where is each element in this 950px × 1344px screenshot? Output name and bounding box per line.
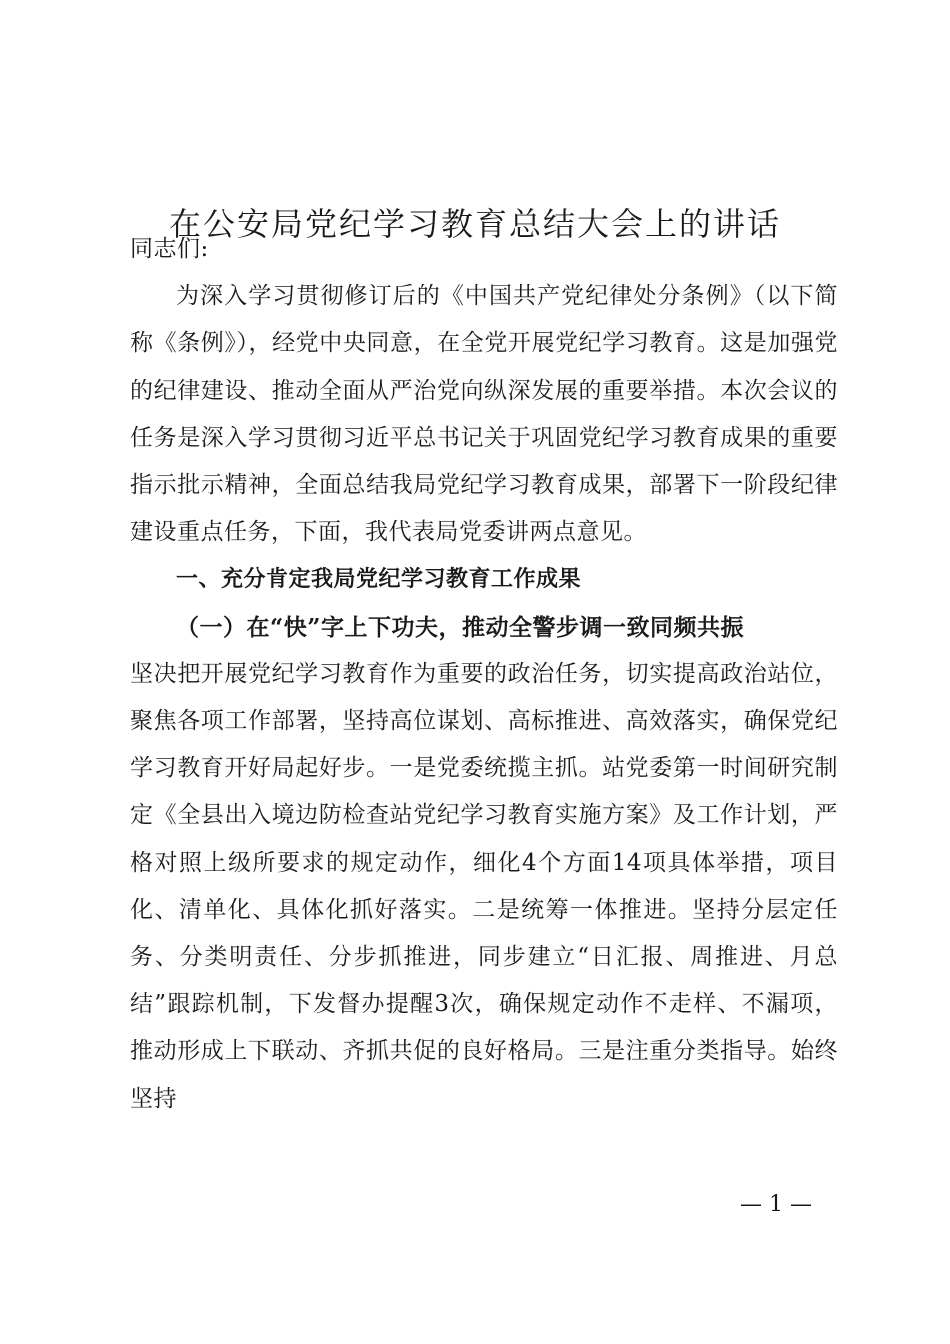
section-heading: 一、充分肯定我局党纪学习教育工作成果 bbox=[176, 567, 582, 593]
section-paragraph: 坚决把开展党纪学习教育作为重要的政治任务，切实提高政治站位，聚焦各项工作部署，坚持高位谋划、高标推进、高效落实，确保党纪学习教育开好局起好步。一是党委统揽主抓。站党委第一时间研究制定《全县出入境边防检查站党纪学习教育实施方案》及工作计划，严格对照上级所要求的规定动作，细化4个方面14项具体举措，项目化、清单化、具体化抓好落实。二是统筹一体推进。坚持分层定任务、分类明责任、分步抓推进，同步建立“日汇报、周推进、月总结”跟踪机制，下发督办提醒3次，确保规定动作不走样、不漏项，推动形成上下联动、齐抓共促的良好格局。三是注重分类指导。始终坚持 bbox=[130, 660, 838, 1112]
subsection-heading: （一）在“快”字上下功夫，推动全警步调一致同频共振 bbox=[176, 613, 744, 641]
document-body bbox=[130, 226, 838, 1123]
page-number: — 1 — bbox=[740, 1192, 812, 1217]
document-title: 在公安局党纪学习教育总结大会上的讲话 bbox=[168, 205, 781, 244]
intro-paragraph: 为深入学习贯彻修订后的《中国共产党纪律处分条例》（以下简称《条例》），经党中央同意，在全党开展党纪学习教育。这是加强党的纪律建设、推动全面从严治党向纵深发展的重要举措。本次会议的任务是深入学习贯彻习近平总书记关于巩固党纪学习教育成果的重要指示批示精神，全面总结我局党纪学习教育成果，部署下一阶段纪律建设重点任务，下面，我代表局党委讲两点意见。 bbox=[130, 283, 838, 546]
salutation: 同志们: bbox=[130, 236, 209, 262]
